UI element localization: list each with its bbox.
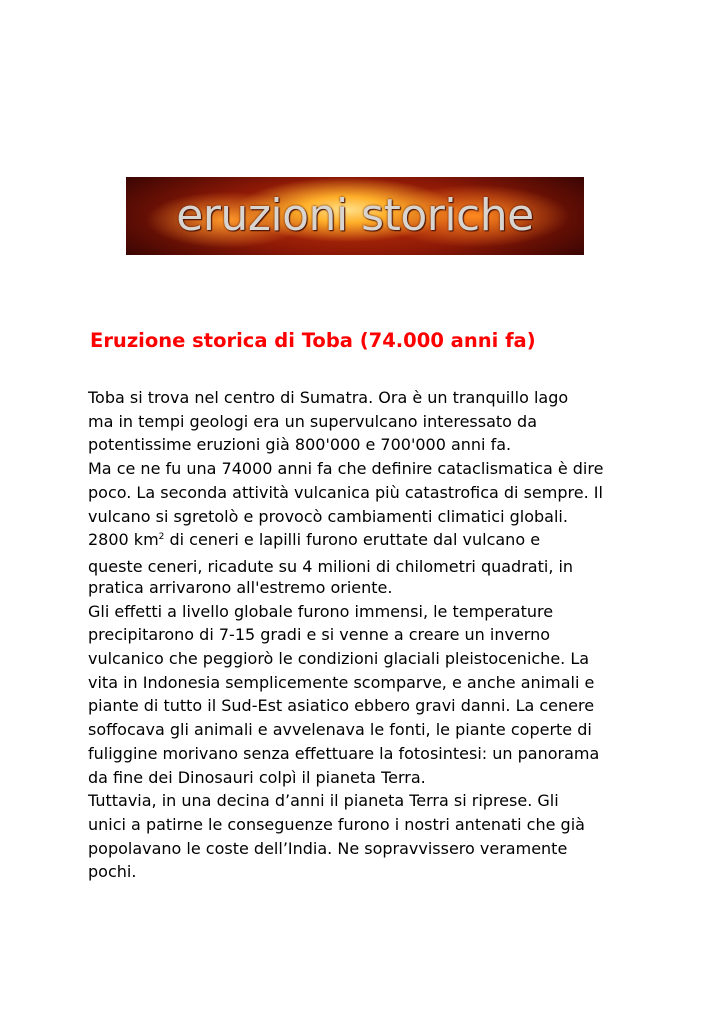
- text-line: Gli effetti a livello globale furono immensi, le temperature: [88, 601, 554, 621]
- text-line: da fine dei Dinosauri colpì il pianeta Terra.: [88, 767, 426, 787]
- text-line: queste ceneri, ricadute su 4 milioni di chilometri quadrati, in: [88, 556, 574, 576]
- banner-title: eruzioni storiche: [176, 190, 534, 241]
- text-line: vulcanico che peggiorò le condizioni glaciali pleistoceniche. La: [88, 649, 590, 669]
- text-line-area: [88, 528, 678, 552]
- text-line: piante di tutto il Sud-Est asiatico ebbero gravi danni. La cenere: [88, 696, 595, 716]
- text-line: pochi.: [88, 862, 137, 882]
- text-line: precipitarono di 7-15 gradi e si venne a creare un inverno: [88, 625, 551, 645]
- text-line: poco. La seconda attività vulcanica più catastrofica di sempre. Il: [88, 482, 603, 502]
- page-title: Eruzione storica di Toba (74.000 anni fa): [90, 329, 536, 352]
- article-body: [88, 386, 678, 884]
- text-line: Ma ce ne fu una 74000 anni fa che definire cataclismatica è dire: [88, 459, 604, 479]
- text-line: pratica arrivarono all'estremo oriente.: [88, 577, 393, 597]
- text-line: vita in Indonesia semplicemente scomparve, e anche animali e: [88, 672, 595, 692]
- text-fragment: di ceneri e lapilli furono eruttate dal vulcano e: [164, 530, 541, 550]
- text-line: unici a patirne le conseguenze furono i nostri antenati che già: [88, 814, 585, 834]
- text-line: vulcano si sgretolò e provocò cambiamenti climatici globali.: [88, 506, 568, 526]
- area-value: 2800 km: [88, 530, 159, 550]
- superscript-exponent: 2: [158, 532, 165, 543]
- text-line: Toba si trova nel centro di Sumatra. Ora è un tranquillo lago: [88, 388, 569, 407]
- text-line: ma in tempi geologi era un supervulcano interessato da: [88, 411, 538, 431]
- text-line: soffocava gli animali e avvelenava le fonti, le piante coperte di: [88, 720, 592, 740]
- text-line: popolavano le coste dell’India. Ne sopravvissero veramente: [88, 838, 568, 858]
- text-line: fuliggine morivano senza effettuare la fotosintesi: un panorama: [88, 743, 600, 763]
- text-line: Tuttavia, in una decina d’anni il pianeta Terra si riprese. Gli: [88, 791, 559, 811]
- text-line: potentissime eruzioni già 800'000 e 700'000 anni fa.: [88, 435, 512, 455]
- banner-image: [126, 177, 584, 255]
